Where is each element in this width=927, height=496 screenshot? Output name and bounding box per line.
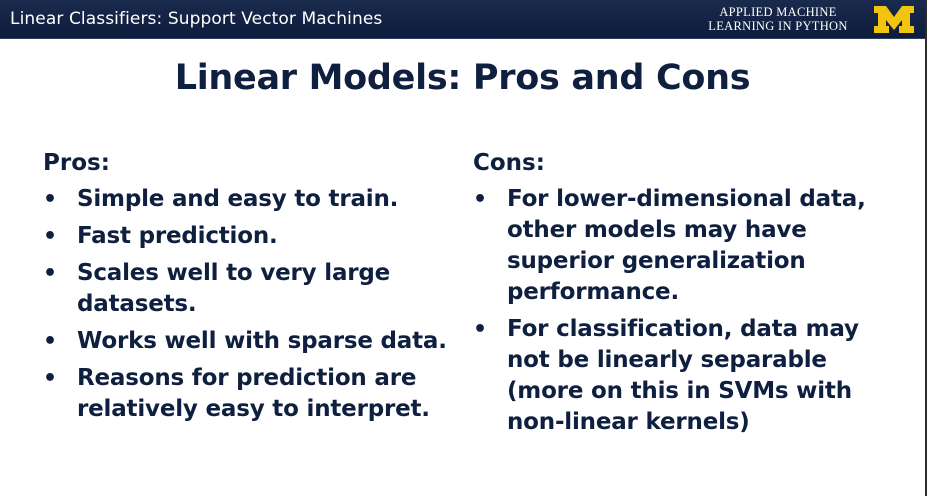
pros-list (43, 184, 463, 425)
header-bar (0, 0, 927, 39)
pros-heading: Pros: (43, 150, 110, 176)
cons-item: • For lower-dimensional data, other models may have superior generalization performance. (473, 184, 903, 308)
course-name-line-2: LEARNING IN PYTHON (708, 19, 848, 33)
pros-item: • Simple and easy to train. (43, 184, 463, 215)
course-name-line-1: APPLIED MACHINE (719, 5, 837, 19)
block-m-logo-icon (874, 6, 914, 33)
course-name (696, 5, 860, 33)
pros-item: • Works well with sparse data. (43, 326, 463, 357)
cons-column (473, 148, 903, 444)
cons-item: • For classification, data may not be linearly separable (more on this in SVMs with non-linear kernels) (473, 314, 903, 438)
header-title: Linear Classifiers: Support Vector Machines (10, 9, 383, 29)
pros-item: • Scales well to very large datasets. (43, 258, 463, 320)
slide-title: Linear Models: Pros and Cons (174, 58, 751, 98)
cons-heading: Cons: (473, 150, 545, 176)
pros-column (43, 148, 463, 431)
cons-list (473, 184, 903, 438)
pros-item: • Reasons for prediction are relatively easy to interpret. (43, 363, 463, 425)
pros-item: • Fast prediction. (43, 221, 463, 252)
